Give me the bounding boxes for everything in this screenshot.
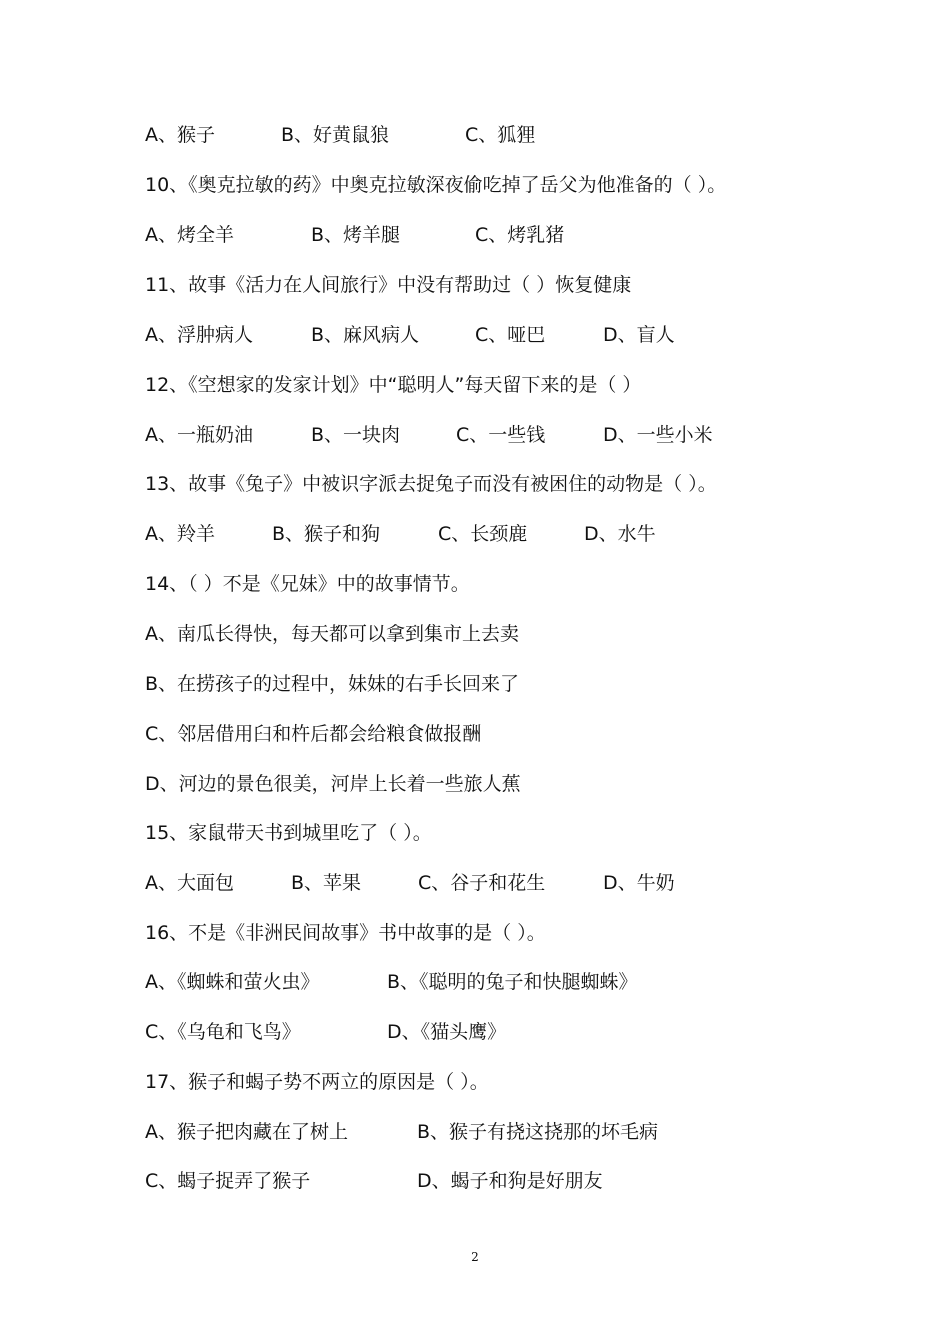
option-c: C、蝎子捉弄了猴子 xyxy=(145,1170,311,1192)
option-c: C、《乌龟和飞鸟》 xyxy=(145,1021,301,1043)
option-d: D、牛奶 xyxy=(603,872,675,894)
option-a: A、猴子把肉藏在了树上 xyxy=(145,1121,348,1143)
option-d: D、盲人 xyxy=(603,324,675,346)
option-c: C、狐狸 xyxy=(465,124,536,146)
option-d: D、《猫头鹰》 xyxy=(387,1021,507,1043)
option-b: B、猴子和狗 xyxy=(272,523,381,545)
option-c: C、一些钱 xyxy=(456,424,546,446)
option-a: A、浮肿病人 xyxy=(145,324,253,346)
option-b: B、烤羊腿 xyxy=(311,224,401,246)
option-c: C、哑巴 xyxy=(475,324,546,346)
option-d: D、水牛 xyxy=(584,523,656,545)
option-a: A、羚羊 xyxy=(145,523,215,545)
option-d: D、蝎子和狗是好朋友 xyxy=(417,1170,603,1192)
option-b: B、猴子有挠这挠那的坏毛病 xyxy=(417,1121,659,1143)
question-12: 12、《空想家的发家计划》中“聪明人”每天留下来的是（ ） xyxy=(145,374,642,396)
option-d: D、一些小米 xyxy=(603,424,713,446)
question-11: 11、故事《活力在人间旅行》中没有帮助过（ ）恢复健康 xyxy=(145,274,632,296)
question-15: 15、家鼠带天书到城里吃了（ ）。 xyxy=(145,822,432,844)
question-16: 16、不是《非洲民间故事》书中故事的是（ ）。 xyxy=(145,922,546,944)
option-b: B、一块肉 xyxy=(311,424,401,446)
option-c: C、邻居借用臼和杵后都会给粮食做报酬 xyxy=(145,723,482,745)
option-b: B、在捞孩子的过程中，妹妹的右手长回来了 xyxy=(145,673,520,695)
question-17: 17、猴子和蝎子势不两立的原因是（ ）。 xyxy=(145,1071,489,1093)
option-b: B、《聪明的兔子和快腿蜘蛛》 xyxy=(387,971,638,993)
option-b: B、麻风病人 xyxy=(311,324,420,346)
option-a: A、一瓶奶油 xyxy=(145,424,253,446)
option-a: A、烤全羊 xyxy=(145,224,234,246)
question-14: 14、（ ）不是《兄妹》中的故事情节。 xyxy=(145,573,470,595)
option-c: C、谷子和花生 xyxy=(418,872,546,894)
option-d: D、河边的景色很美，河岸上长着一些旅人蕉 xyxy=(145,773,521,795)
option-a: A、猴子 xyxy=(145,124,215,146)
option-a: A、南瓜长得快，每天都可以拿到集市上去卖 xyxy=(145,623,519,645)
option-c: C、烤乳猪 xyxy=(475,224,565,246)
question-10: 10、《奥克拉敏的药》中奥克拉敏深夜偷吃掉了岳父为他准备的（ ）。 xyxy=(145,174,727,196)
option-c: C、长颈鹿 xyxy=(438,523,528,545)
option-a: A、《蜘蛛和萤火虫》 xyxy=(145,971,320,993)
question-13: 13、故事《兔子》中被识字派去捉兔子而没有被困住的动物是（ ）。 xyxy=(145,473,717,495)
option-b: B、苹果 xyxy=(291,872,362,894)
option-b: B、好黄鼠狼 xyxy=(281,124,390,146)
option-a: A、大面包 xyxy=(145,872,234,894)
page-number: 2 xyxy=(471,1250,479,1264)
